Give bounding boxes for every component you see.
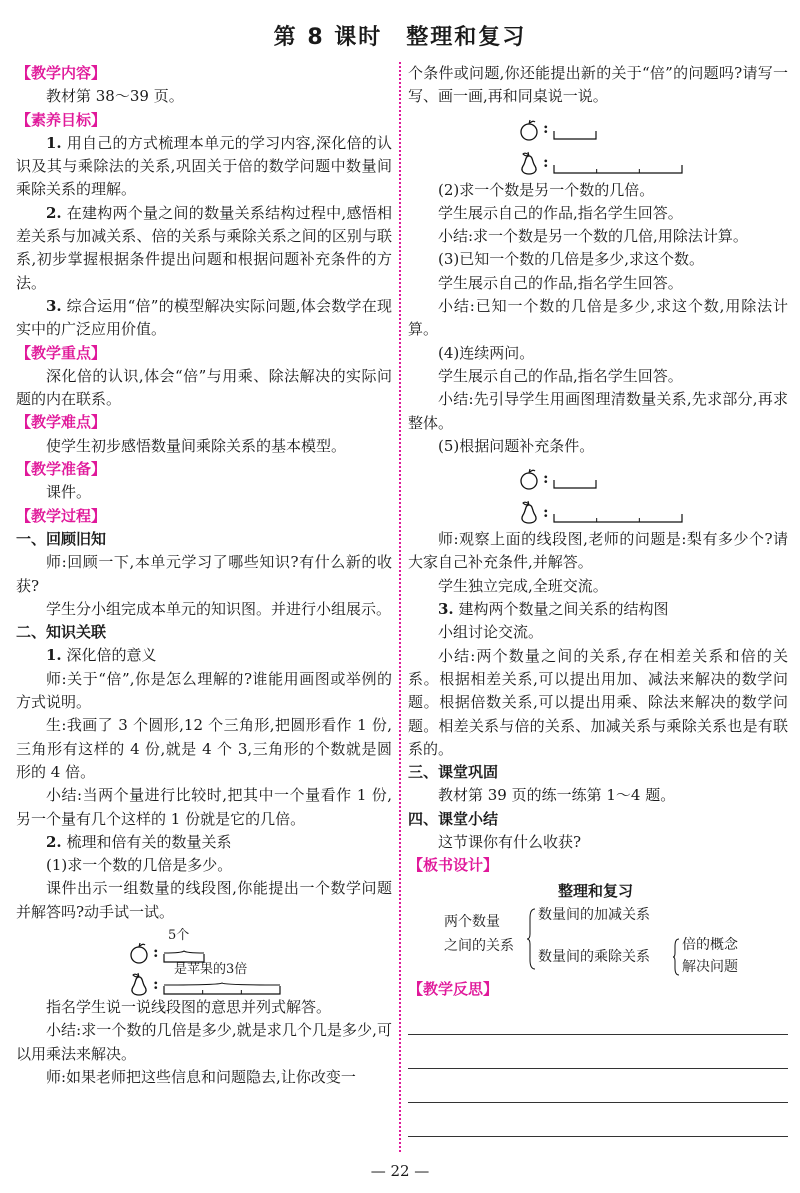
paragraph: (1)求一个数的几倍是多少。	[46, 856, 233, 875]
colon: :	[543, 502, 549, 521]
item-text: 用自己的方式梳理本单元的学习内容,深化倍的认识及其与乘除法的关系,巩固关于倍的数学问题中数量间乘除关系的理解。	[16, 133, 392, 199]
reflection-writing-line	[408, 1103, 788, 1137]
paragraph: 学生独立完成,全班交流。	[438, 576, 608, 595]
paragraph: 学生展示自己的作品,指名学生回答。	[438, 203, 683, 222]
paragraph: 学生分小组完成本单元的知识图。并进行小组展示。	[46, 599, 392, 618]
section-heading: 【教学内容】	[16, 64, 107, 82]
paragraph: 指名学生说一说线段图的意思并列式解答。	[46, 997, 332, 1016]
paragraph: (4)连续两问。	[438, 343, 535, 362]
subsection-heading: 三、课堂巩固	[408, 763, 499, 782]
item-text: 深化倍的意义	[61, 646, 157, 665]
paragraph: 这节课你有什么收获?	[438, 833, 582, 852]
paragraph: 小组讨论交流。	[438, 623, 544, 642]
numbered-paragraph	[16, 132, 392, 202]
paragraph: 师:关于“倍”,你是怎么理解的?谁能用画图或举例的方式说明。	[16, 669, 392, 712]
apple-icon	[518, 468, 540, 490]
section-heading: 【教学重点】	[16, 343, 107, 362]
section-heading: 【板书设计】	[408, 856, 499, 875]
section-heading: 【教学过程】	[16, 506, 107, 525]
brace-icon	[526, 908, 536, 970]
paragraph: (5)根据问题补充条件。	[438, 436, 595, 455]
numbered-paragraph	[16, 831, 392, 854]
right-column	[408, 62, 788, 1137]
paragraph: 小结:先引导学生用画图理清数量关系,先求部分,再求整体。	[408, 390, 788, 432]
paragraph: 小结:两个数量之间的关系,存在相差关系和倍的关系。根据相差关系,可以提出用加、减法来解决的数学问题。根据倍数关系,可以提出用乘、除法来解决的数学问题。相差关系与倍的关系、加减关系与乘除关系也是有联系的。	[408, 646, 788, 758]
line-segment-diagram	[128, 924, 392, 996]
item-text: 建构两个数量之间关系的结构图	[453, 600, 669, 619]
section-heading: 【教学难点】	[16, 413, 107, 432]
board-leaf: 解决问题	[682, 958, 738, 975]
colon: :	[543, 119, 549, 138]
paragraph: (3)已知一个数的几倍是多少,求这个数。	[438, 250, 705, 269]
board-leaves	[682, 934, 738, 978]
colon: :	[153, 942, 159, 961]
line-segment	[552, 127, 598, 141]
subsection-heading: 一、回顾旧知	[16, 529, 107, 548]
pear-icon	[518, 500, 540, 524]
section-heading: 【教学反思】	[408, 979, 499, 998]
colon: :	[543, 468, 549, 487]
board-root	[444, 910, 514, 958]
left-column	[16, 62, 392, 1089]
section-heading: 【素养目标】	[16, 110, 107, 129]
paragraph: 小结:当两个量进行比较时,把其中一个量看作 1 份,另一个量有几个这样的 1 份就是它的几倍。	[16, 786, 392, 828]
reflection-writing-line	[408, 1069, 788, 1103]
subsection-heading: 四、课堂小结	[408, 809, 499, 828]
pear-icon	[518, 151, 540, 175]
paragraph: 师:回顾一下,本单元学习了哪些知识?有什么新的收获?	[16, 553, 392, 595]
paragraph: 深化倍的认识,体会“倍”与用乘、除法解决的实际问题的内在联系。	[16, 366, 392, 409]
apple-icon	[518, 119, 540, 141]
paragraph: 师:观察上面的线段图,老师的问题是:梨有多少个?请大家自己补充条件,并解答。	[408, 530, 788, 572]
item-text: 在建构两个量之间的数量关系结构过程中,感悟相差关系与加减关系、倍的关系与乘除关系之间的区别与联系,初步掌握根据条件提出问题和根据问题补充条件的方法。	[16, 203, 392, 292]
column-divider	[399, 62, 401, 1152]
paragraph: 教材第 39 页的练一练第 1～4 题。	[438, 786, 676, 805]
board-design	[408, 878, 788, 978]
paragraph: 小结:已知一个数的几倍是多少,求这个数,用除法计算。	[408, 297, 788, 339]
line-segment-diagram	[518, 109, 788, 179]
board-root-line: 之间的关系	[444, 937, 514, 954]
numbered-paragraph	[408, 598, 788, 621]
item-number: 1.	[46, 646, 62, 665]
item-text: 综合运用“倍”的模型解决实际问题,体会数学在现实中的广泛应用价值。	[16, 296, 392, 339]
paragraph-continued: 个条件或问题,你还能提出新的关于“倍”的问题吗?请写一写、画一画,再和同桌说一说。	[408, 64, 788, 106]
paragraph: 使学生初步感悟数量间乘除关系的基本模型。	[46, 436, 347, 455]
paragraph: 学生展示自己的作品,指名学生回答。	[438, 366, 683, 385]
paragraph: 学生展示自己的作品,指名学生回答。	[438, 273, 683, 292]
item-number: 2.	[46, 832, 62, 851]
reflection-writing-line	[408, 1001, 788, 1035]
paragraph: 小结:求一个数的几倍是多少,就是求几个几是多少,可以用乘法来解决。	[16, 1021, 392, 1063]
board-title: 整理和复习	[558, 881, 634, 900]
line-segment	[552, 510, 684, 524]
reflection-writing-line	[408, 1035, 788, 1069]
board-branch: 数量间的加减关系	[538, 906, 650, 923]
pear-icon	[128, 972, 150, 996]
line-segment	[552, 476, 598, 490]
paragraph: 课件。	[46, 483, 92, 502]
pear-label: 是苹果的3倍	[174, 961, 248, 977]
board-leaf: 倍的概念	[682, 936, 738, 953]
item-number: 2.	[46, 203, 62, 222]
board-branch: 数量间的乘除关系	[538, 948, 650, 965]
colon: :	[543, 153, 549, 172]
apple-label: 5个	[168, 927, 190, 943]
paragraph: 教材第 38～39 页。	[46, 87, 184, 106]
paragraph: 师:如果老师把这些信息和问题隐去,让你改变一	[46, 1067, 356, 1086]
subsection-heading: 二、知识关联	[16, 623, 107, 642]
section-heading: 【教学准备】	[16, 460, 107, 479]
numbered-paragraph	[16, 202, 392, 295]
item-text: 梳理和倍有关的数量关系	[61, 832, 232, 851]
item-number: 3.	[438, 600, 454, 619]
numbered-paragraph	[16, 295, 392, 342]
page-title: 第 8 课时 整理和复习	[273, 25, 527, 50]
line-segment	[162, 982, 282, 996]
paragraph: 小结:求一个数是另一个数的几倍,用除法计算。	[438, 227, 748, 246]
paragraph: 生:我画了 3 个圆形,12 个三角形,把圆形看作 1 份,三角形有这样的 4 份,就是 4 个 3,三角形的个数就是圆形的 4 倍。	[16, 716, 392, 781]
paragraph: 课件出示一组数量的线段图,你能提出一个数学问题并解答吗?动手试一试。	[16, 879, 392, 921]
line-segment-diagram	[518, 458, 788, 528]
line-segment	[552, 161, 684, 175]
apple-icon	[128, 942, 150, 964]
colon: :	[153, 974, 159, 993]
item-number: 3.	[46, 296, 62, 315]
numbered-paragraph	[16, 644, 392, 667]
board-root-line: 两个数量	[444, 913, 500, 930]
page-number: — 22 —	[370, 1162, 430, 1180]
item-number: 1.	[46, 133, 62, 152]
brace-icon	[672, 938, 680, 976]
paragraph: (2)求一个数是另一个数的几倍。	[438, 180, 655, 199]
